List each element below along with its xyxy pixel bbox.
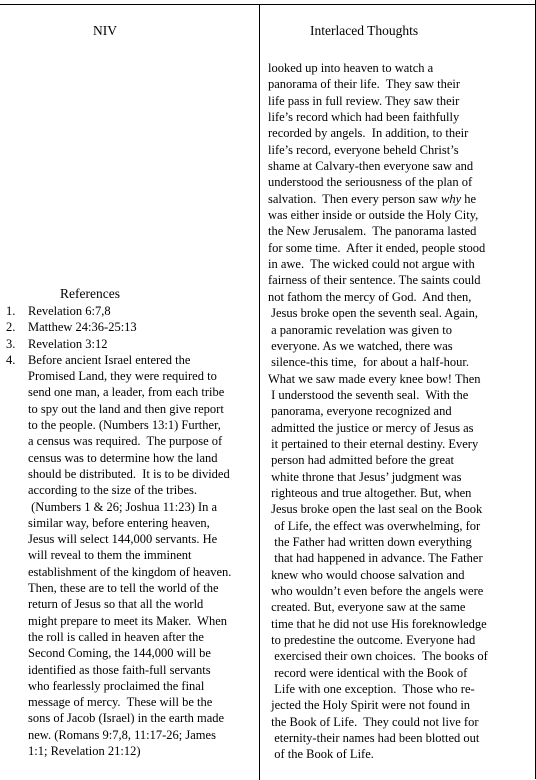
reference-text-line: might prepare to meet its Maker. When xyxy=(28,613,228,628)
column-divider xyxy=(259,4,260,780)
text-line: in awe. The wicked could not argue with xyxy=(268,257,475,272)
text-line: Jesus broke open the last seal on the Book xyxy=(268,502,483,517)
reference-text: Revelation 3:12 xyxy=(28,336,108,351)
text-line: righteous and true altogether. But, when xyxy=(268,485,472,500)
text-line: jected the Holy Spirit were not found in xyxy=(268,698,471,713)
text-line: salvation. Then every person saw why he xyxy=(268,191,477,206)
text-line: was either inside or outside the Holy City, xyxy=(268,208,479,223)
reference-text-line: Before ancient Israel entered the xyxy=(28,352,191,367)
reference-text: Revelation 6:7,8 xyxy=(28,304,111,318)
text-line: time that he did not use His foreknowledge xyxy=(268,616,487,631)
text-line: of Life, the effect was overwhelming, for xyxy=(268,518,481,533)
reference-text-line: 1:1; Revelation 21:12) xyxy=(28,744,141,759)
reference-text-line: who fearlessly proclaimed the final xyxy=(28,678,205,693)
reference-item xyxy=(0,303,258,319)
interlaced-thoughts-text xyxy=(268,60,526,763)
references-title: References xyxy=(60,286,120,301)
text-line: the Book of Life. They could not live for xyxy=(268,714,479,729)
text-line: the Father had written down everything xyxy=(268,534,472,549)
reference-text-line: similar way, before entering heaven, xyxy=(28,515,210,530)
reference-text-line: Jesus will select 144,000 servants. He xyxy=(28,532,218,547)
reference-text-line: according to the size of the tribes. xyxy=(28,483,198,498)
reference-text-line: Then, these are to tell the world of the xyxy=(28,581,219,596)
reference-item xyxy=(0,352,258,759)
column-header-niv: NIV xyxy=(93,23,117,38)
text-line: person had admitted before the great xyxy=(268,453,455,468)
top-rule xyxy=(0,4,536,5)
text-line: knew who would choose salvation and xyxy=(268,567,465,582)
column-header-interlaced-thoughts: Interlaced Thoughts xyxy=(310,23,419,38)
reference-item xyxy=(0,319,258,335)
reference-text-line: send one man, a leader, from each tribe xyxy=(28,385,225,400)
text-line: life’s record, everyone beheld Christ’s xyxy=(268,142,459,157)
reference-text-line: Promised Land, they were required to xyxy=(28,369,217,384)
reference-text-line: return of Jesus so that all the world xyxy=(28,597,204,612)
text-line: to predestine the outcome. Everyone had xyxy=(268,633,476,648)
text-line: eternity-their names had been blotted out xyxy=(268,731,480,746)
text-line: panorama of their life. They saw their xyxy=(268,77,461,92)
text-line: a panoramic revelation was given to xyxy=(268,322,452,337)
reference-number: 3. xyxy=(6,336,16,351)
text-line: life’s record which had been faithfully xyxy=(268,110,460,125)
text-line: shame at Calvary-then everyone saw and xyxy=(268,159,474,174)
text-line: understood the seriousness of the plan of xyxy=(268,175,473,190)
text-line: Life with one exception. Those who re- xyxy=(268,682,475,697)
emphasis-word: why xyxy=(441,191,462,206)
reference-text-line: to the people. (Numbers 13:1) Further, xyxy=(28,418,221,433)
reference-item xyxy=(0,336,258,352)
text-line: of the Book of Life. xyxy=(268,747,374,762)
reference-text-line: (Numbers 1 & 26; Joshua 11:23) In a xyxy=(28,499,218,514)
text-line: created. But, everyone saw at the same xyxy=(268,600,466,615)
text-line: that had happened in advance. The Father xyxy=(268,551,483,566)
text-line: who wouldn’t even before the angels were xyxy=(268,584,484,598)
text-line: white throne that Jesus’ judgment was xyxy=(268,469,462,484)
text-line: for some time. After it ended, people stood xyxy=(268,240,486,255)
reference-text-line: the roll is called in heaven after the xyxy=(28,629,204,644)
reference-text: Matthew 24:36-25:13 xyxy=(28,320,137,335)
reference-text-line: message of mercy. These will be the xyxy=(28,695,213,710)
reference-number: 1. xyxy=(6,304,16,318)
text-line: panorama, everyone recognized and xyxy=(268,404,452,419)
reference-text-line: should be distributed. It is to be divided xyxy=(28,466,230,481)
reference-text-line: census was to determine how the land xyxy=(28,450,218,465)
reference-number: 2. xyxy=(6,320,16,335)
text-line: looked up into heaven to watch a xyxy=(268,61,434,75)
reference-text-line: identified as those faith-full servants xyxy=(28,662,211,677)
text-line: record were identical with the Book of xyxy=(268,665,468,680)
text-line: life pass in full review. They saw their xyxy=(268,93,460,108)
reference-text-line: Second Coming, the 144,000 will be xyxy=(28,646,211,661)
text-line: admitted the justice or mercy of Jesus as xyxy=(268,420,474,435)
text-line: Jesus broke open the seventh seal. Again, xyxy=(268,306,479,321)
text-line: fairness of their sentence. The saints could xyxy=(268,273,481,288)
reference-text-line: a census was required. The purpose of xyxy=(28,434,223,449)
reference-text-line: new. (Romans 9:7,8, 11:17-26; James xyxy=(28,727,216,742)
text-line: it pertained to their eternal destiny. Every xyxy=(268,436,479,451)
text-line: I understood the seventh seal. With the xyxy=(268,387,469,402)
text-line: recorded by angels. In addition, to their xyxy=(268,126,469,141)
text-line: silence-this time, for about a half-hour. xyxy=(268,355,469,370)
references-list xyxy=(0,303,258,759)
text-line: exercised their own choices. The books of xyxy=(268,649,488,664)
reference-number: 4. xyxy=(6,352,16,367)
text-line: the New Jerusalem. The panorama lasted xyxy=(268,224,477,239)
reference-text-line: sons of Jacob (Israel) in the earth made xyxy=(28,711,225,726)
text-line: What we saw made every knee bow! Then xyxy=(268,371,481,386)
text-line: everyone. As we watched, there was xyxy=(268,338,453,353)
text-line: not fathom the mercy of God. And then, xyxy=(268,289,472,304)
reference-text-line: will reveal to them the imminent xyxy=(28,548,192,563)
reference-text-line: establishment of the kingdom of heaven. xyxy=(28,564,232,579)
reference-text-line: to spy out the land and then give report xyxy=(28,401,224,416)
